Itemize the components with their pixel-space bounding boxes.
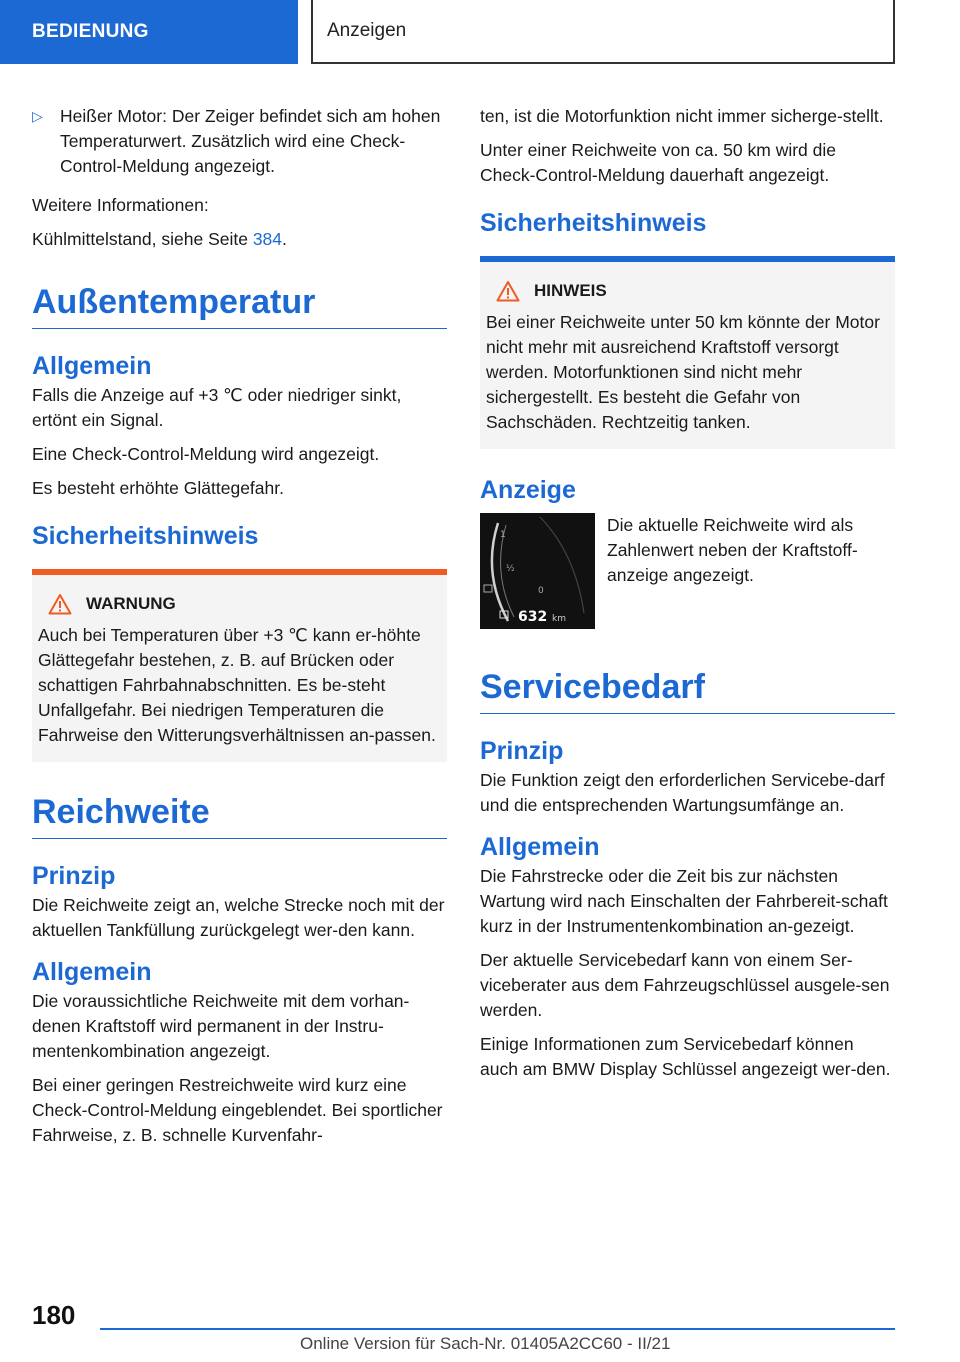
paragraph: Es besteht erhöhte Glättegefahr.: [32, 478, 284, 498]
left-column: [32, 104, 447, 1157]
hint-label: HINWEIS: [534, 281, 607, 300]
fuel-gauge-graphic: [480, 513, 595, 629]
topic-label: Anzeigen: [327, 20, 407, 41]
paragraph: Der aktuelle Servicebedarf kann von einem Ser-viceberater aus dem Fahrzeugschlüssel ausgele-sen werden.: [480, 950, 890, 1020]
warning-box: [32, 569, 447, 762]
paragraph: Die Reichweite zeigt an, welche Strecke noch mit der aktuellen Tankfüllung zurückgelegt wer-den kann.: [32, 895, 445, 940]
paragraph: Die voraussichtliche Reichweite mit dem vorhan-denen Kraftstoff wird permanent in der Instru-mentenkombination angezeigt.: [32, 991, 410, 1061]
tick-label: ½: [506, 564, 515, 574]
paragraph: Bei einer geringen Restreichweite wird kurz eine Check-Control-Meldung eingeblendet. Bei sportlicher Fahrweise, z. B. schnelle Kurvenfahr-: [32, 1075, 443, 1145]
coolant-reference-text: Kühlmittelstand, siehe Seite: [32, 229, 253, 249]
hint-text: Bei einer Reichweite unter 50 km könnte der Motor nicht mehr mit ausreichend Kraftstoff versorgt werden. Motorfunktionen sind nicht mehr sichergestellt. Es besteht die Gefahr von Sachschäden. Rechtzeitig tanken.: [486, 312, 880, 432]
instrument-cluster-image: [480, 513, 595, 629]
footer-divider: [100, 1328, 895, 1330]
warning-header: [48, 593, 441, 615]
warning-triangle-icon: [496, 280, 520, 302]
heading-general: Allgemein: [32, 352, 152, 380]
heading-principle: Prinzip: [480, 737, 564, 765]
heading-display: Anzeige: [480, 476, 576, 504]
display-figure-row: [480, 513, 895, 629]
range-unit: km: [552, 614, 566, 624]
topic-header: [311, 0, 895, 64]
list-item: [32, 104, 447, 179]
paragraph: Falls die Anzeige auf +3 ℃ oder niedriger sinkt, ertönt ein Signal.: [32, 385, 402, 430]
heading-safety: Sicherheitshinweis: [480, 209, 707, 237]
section-label: BEDIENUNG: [32, 21, 149, 42]
page-number: 180: [32, 1300, 76, 1330]
paragraph: Die Fahrstrecke oder die Zeit bis zur nächsten Wartung wird nach Einschalten der Fahrbereit-schaft kurz in der Instrumentenkombination an-gezeigt.: [480, 866, 888, 936]
display-text: Die aktuelle Reichweite wird als Zahlenwert neben der Kraftstoff-anzeige angezeigt.: [607, 515, 858, 585]
warning-text: Auch bei Temperaturen über +3 ℃ kann er-höhte Glättegefahr bestehen, z. B. auf Brücken oder schattigen Fahrbahnabschnitten. Es be-steht Unfallgefahr. Bei niedrigen Temperaturen die Fahrweise den Witterungsverhältnissen an-passen.: [38, 625, 436, 745]
paragraph: Unter einer Reichweite von ca. 50 km wird die Check-Control-Meldung dauerhaft angezeigt.: [480, 140, 836, 185]
heading-principle: Prinzip: [32, 862, 116, 890]
heading-service: Servicebedarf: [480, 667, 895, 714]
page-link[interactable]: 384: [252, 229, 283, 249]
coolant-reference-end: .: [282, 229, 287, 249]
tick-label: 1: [500, 530, 506, 540]
paragraph: Eine Check-Control-Meldung wird angezeigt.: [32, 444, 380, 464]
paragraph: ten, ist die Motorfunktion nicht immer sicherge-stellt.: [480, 106, 884, 126]
hint-header: [496, 280, 889, 302]
online-version-note: Online Version für Sach-Nr. 01405A2CC60 - II/21: [300, 1334, 671, 1353]
coolant-reference: [32, 227, 447, 252]
paragraph: Die Funktion zeigt den erforderlichen Servicebe-darf und die entsprechenden Wartungsumfänge an.: [480, 770, 885, 815]
heading-general: Allgemein: [480, 833, 600, 861]
triangle-bullet-icon: ▷: [32, 108, 43, 124]
tick-label: 0: [538, 586, 544, 596]
warning-triangle-icon: [48, 593, 72, 615]
heading-safety: Sicherheitshinweis: [32, 522, 259, 550]
range-value: 632: [518, 609, 548, 625]
more-info-label: Weitere Informationen:: [32, 195, 209, 215]
warning-label: WARNUNG: [86, 594, 176, 613]
hint-box: [480, 256, 895, 449]
right-column: [480, 104, 895, 1091]
section-tab: [0, 0, 298, 64]
heading-general: Allgemein: [32, 958, 152, 986]
heading-outside-temperature: Außentemperatur: [32, 282, 447, 329]
bullet-text: Heißer Motor: Der Zeiger befindet sich am hohen Temperaturwert. Zusätzlich wird eine Check-Control-Meldung angezeigt.: [60, 106, 441, 176]
heading-range: Reichweite: [32, 792, 447, 839]
paragraph: Einige Informationen zum Servicebedarf können auch am BMW Display Schlüssel angezeigt wer-den.: [480, 1034, 891, 1079]
fuel-pump-icon: [484, 585, 492, 592]
